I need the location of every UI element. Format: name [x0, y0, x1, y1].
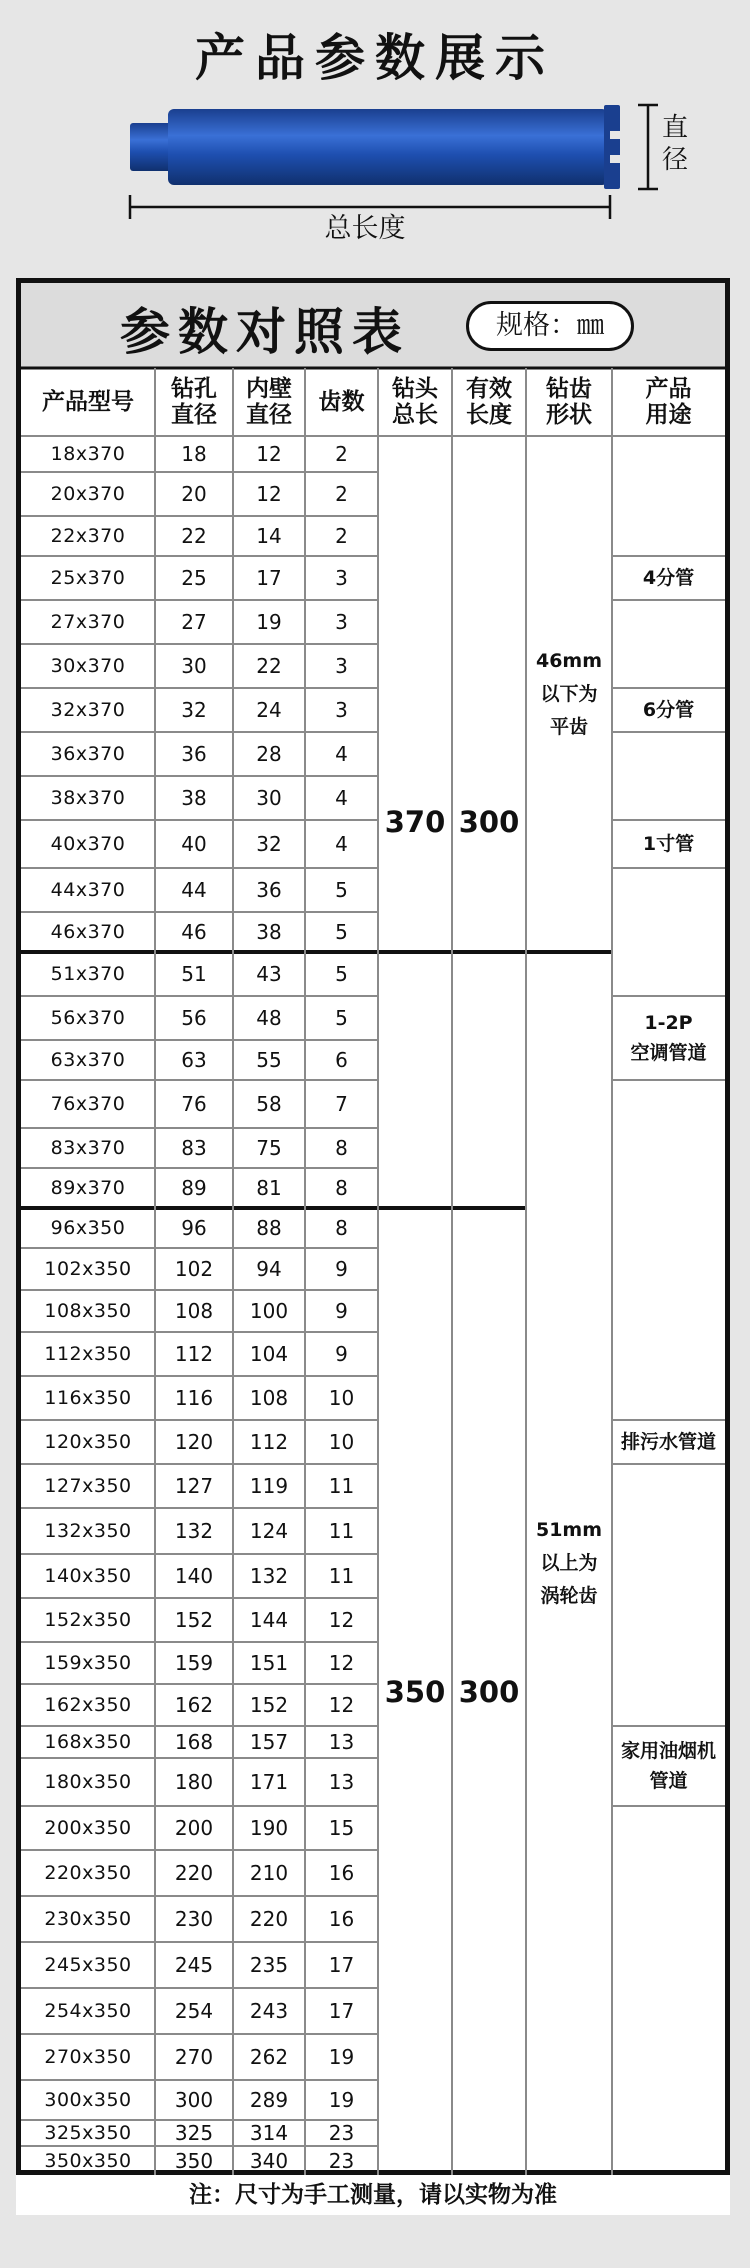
table-row-inner-diameter: 289 — [249, 2088, 289, 2112]
table-row-inner-diameter: 157 — [249, 1730, 289, 1754]
table-row-teeth: 9 — [335, 1299, 348, 1323]
usage-label: 1寸管 — [642, 833, 695, 855]
table-row-inner-diameter: 124 — [249, 1519, 289, 1543]
table-row-inner-diameter: 12 — [256, 482, 282, 506]
usage-label: 1-2P 空调管道 — [630, 1012, 707, 1064]
table-row-model: 270x350 — [44, 2046, 132, 2068]
table-row-inner-diameter: 81 — [256, 1176, 282, 1200]
table-row-hole-diameter: 30 — [181, 654, 207, 678]
table-row-inner-diameter: 22 — [256, 654, 282, 678]
table-row-hole-diameter: 325 — [174, 2121, 214, 2145]
table-row-teeth: 23 — [328, 2121, 355, 2145]
table-row-teeth: 16 — [328, 1907, 355, 1931]
table-row-hole-diameter: 108 — [174, 1299, 214, 1323]
table-row-model: 30x370 — [50, 655, 126, 677]
table-row-inner-diameter: 28 — [256, 742, 282, 766]
header-model: 产品型号 — [42, 389, 134, 415]
table-row-hole-diameter: 40 — [181, 832, 207, 856]
table-row-teeth: 2 — [335, 442, 348, 466]
table-row-teeth: 8 — [335, 1136, 348, 1160]
table-row-model: 38x370 — [50, 787, 126, 809]
table-row-teeth: 10 — [328, 1430, 355, 1454]
table-row-model: 18x370 — [50, 443, 126, 465]
table-row-teeth: 3 — [335, 654, 348, 678]
table-row-model: 40x370 — [50, 833, 126, 855]
table-row-inner-diameter: 30 — [256, 786, 282, 810]
table-row-inner-diameter: 55 — [256, 1048, 282, 1072]
table-row-inner-diameter: 190 — [249, 1816, 289, 1840]
table-row-model: 159x350 — [44, 1652, 132, 1674]
table-row-inner-diameter: 36 — [256, 878, 282, 902]
table-row-model: 89x370 — [50, 1177, 126, 1199]
dimension-length-label: 总长度 — [324, 213, 406, 244]
table-row-hole-diameter: 38 — [181, 786, 207, 810]
table-row-teeth: 3 — [335, 566, 348, 590]
header-usage: 产品 用途 — [645, 376, 692, 428]
table-row-inner-diameter: 152 — [249, 1693, 289, 1717]
table-row-hole-diameter: 89 — [181, 1176, 207, 1200]
dimension-diameter-label: 直径 — [662, 113, 689, 175]
table-row-inner-diameter: 12 — [256, 442, 282, 466]
table-row-teeth: 12 — [328, 1693, 355, 1717]
table-row-teeth: 11 — [328, 1519, 355, 1543]
table-row-model: 63x370 — [50, 1049, 126, 1071]
table-row-model: 162x350 — [44, 1694, 132, 1716]
table-row-inner-diameter: 171 — [249, 1770, 289, 1794]
table-row-inner-diameter: 220 — [249, 1907, 289, 1931]
table-row-teeth: 4 — [335, 832, 348, 856]
page-title: 产品参数展示 — [195, 29, 555, 87]
table-row-hole-diameter: 127 — [174, 1474, 214, 1498]
table-row-hole-diameter: 20 — [181, 482, 207, 506]
table-row-inner-diameter: 88 — [256, 1216, 282, 1240]
table-row-hole-diameter: 96 — [181, 1216, 207, 1240]
table-row-inner-diameter: 314 — [249, 2121, 289, 2145]
table-row-model: 254x350 — [44, 2000, 132, 2022]
table-row-teeth: 2 — [335, 482, 348, 506]
table-row-model: 102x350 — [44, 1258, 132, 1280]
group-effective-length: 300 — [458, 1674, 520, 1709]
table-row-model: 32x370 — [50, 699, 126, 721]
table-row-model: 36x370 — [50, 743, 126, 765]
table-row-teeth: 19 — [328, 2088, 355, 2112]
table-row-teeth: 2 — [335, 524, 348, 548]
table-row-model: 168x350 — [44, 1731, 132, 1753]
table-row-model: 112x350 — [44, 1343, 132, 1365]
table-row-model: 56x370 — [50, 1007, 126, 1029]
table-row-model: 20x370 — [50, 483, 126, 505]
table-row-model: 350x350 — [44, 2149, 132, 2172]
table-row-hole-diameter: 132 — [174, 1519, 214, 1543]
table-row-model: 325x350 — [44, 2122, 132, 2144]
table-row-model: 51x370 — [50, 963, 126, 985]
table-row-inner-diameter: 340 — [249, 2148, 289, 2173]
table-row-inner-diameter: 58 — [256, 1092, 282, 1116]
table-row-hole-diameter: 168 — [174, 1730, 214, 1754]
table-row-hole-diameter: 18 — [181, 442, 207, 466]
table-row-inner-diameter: 17 — [256, 566, 282, 590]
unit-badge: 规格：㎜ — [466, 301, 634, 351]
table-row-hole-diameter: 159 — [174, 1651, 214, 1675]
table-row-teeth: 5 — [335, 962, 348, 986]
table-row-hole-diameter: 180 — [174, 1770, 214, 1794]
table-row-model: 46x370 — [50, 921, 126, 943]
header-effective-length: 有效 长度 — [466, 376, 512, 428]
table-row-hole-diameter: 152 — [174, 1608, 214, 1632]
usage-label: 4分管 — [642, 567, 695, 589]
table-row-teeth: 5 — [335, 878, 348, 902]
table-row-hole-diameter: 46 — [181, 920, 207, 944]
table-row-model: 116x350 — [44, 1387, 132, 1409]
table-row-teeth: 7 — [335, 1092, 348, 1116]
table-row-teeth: 23 — [328, 2148, 355, 2173]
table-row-inner-diameter: 108 — [249, 1386, 289, 1410]
group-total-length: 370 — [384, 805, 446, 839]
table-row-model: 180x350 — [44, 1771, 132, 1793]
header-teeth: 齿数 — [318, 389, 365, 415]
table-row-inner-diameter: 32 — [256, 832, 282, 856]
table-row-hole-diameter: 102 — [174, 1257, 214, 1281]
table-row-hole-diameter: 140 — [174, 1564, 214, 1588]
diameter-dimension-line — [638, 105, 658, 189]
table-row-model: 22x370 — [50, 525, 126, 547]
table-row-hole-diameter: 76 — [181, 1092, 207, 1116]
table-row-inner-diameter: 75 — [256, 1136, 282, 1160]
table-row-inner-diameter: 119 — [249, 1474, 289, 1498]
table-row-hole-diameter: 350 — [174, 2148, 214, 2173]
table-row-inner-diameter: 151 — [249, 1651, 289, 1675]
table-row-model: 120x350 — [44, 1431, 132, 1453]
group-total-length: 350 — [384, 1674, 446, 1709]
header-total-length: 钻头 总长 — [392, 376, 438, 428]
table-row-teeth: 3 — [335, 610, 348, 634]
table-row-teeth: 6 — [335, 1048, 348, 1072]
table-row-hole-diameter: 254 — [174, 1999, 214, 2023]
usage-label: 家用油烟机 管道 — [620, 1740, 716, 1792]
table-row-model: 25x370 — [50, 567, 126, 589]
table-row-inner-diameter: 104 — [249, 1342, 289, 1366]
tooth-shape-note-turbo: 51mm 以上为 涡轮齿 — [535, 1519, 603, 1607]
table-row-teeth: 3 — [335, 698, 348, 722]
table-row-model: 140x350 — [44, 1565, 132, 1587]
table-row-model: 230x350 — [44, 1908, 132, 1930]
usage-label: 排污水管道 — [620, 1431, 716, 1453]
table-row-inner-diameter: 262 — [249, 2045, 289, 2069]
table-row-inner-diameter: 43 — [256, 962, 282, 986]
table-row-model: 200x350 — [44, 1817, 132, 1839]
table-row-inner-diameter: 100 — [249, 1299, 289, 1323]
table-row-hole-diameter: 63 — [181, 1048, 207, 1072]
table-row-teeth: 16 — [328, 1861, 355, 1885]
table-row-hole-diameter: 270 — [174, 2045, 214, 2069]
table-row-teeth: 15 — [328, 1816, 355, 1840]
table-row-model: 44x370 — [50, 879, 126, 901]
table-row-hole-diameter: 22 — [181, 524, 207, 548]
table-row-model: 245x350 — [44, 1954, 132, 1976]
usage-label: 6分管 — [642, 699, 695, 721]
table-row-teeth: 17 — [328, 1953, 355, 1977]
table-row-inner-diameter: 14 — [256, 524, 282, 548]
table-row-inner-diameter: 132 — [249, 1564, 289, 1588]
table-row-inner-diameter: 94 — [256, 1257, 282, 1281]
table-row-inner-diameter: 210 — [249, 1861, 289, 1885]
table-row-teeth: 9 — [335, 1342, 348, 1366]
table-row-model: 76x370 — [50, 1093, 126, 1115]
header-hole-diameter: 钻孔 直径 — [171, 376, 217, 428]
table-row-hole-diameter: 116 — [174, 1386, 214, 1410]
table-row-hole-diameter: 230 — [174, 1907, 214, 1931]
table-row-teeth: 19 — [328, 2045, 355, 2069]
table-row-teeth: 10 — [328, 1386, 355, 1410]
table-row-hole-diameter: 27 — [181, 610, 207, 634]
table-row-teeth: 5 — [335, 920, 348, 944]
table-row-hole-diameter: 56 — [181, 1006, 207, 1030]
header-tooth-shape: 钻齿 形状 — [546, 376, 592, 428]
table-row-teeth: 9 — [335, 1257, 348, 1281]
table-row-teeth: 4 — [335, 742, 348, 766]
table-row-model: 108x350 — [44, 1300, 132, 1322]
table-row-hole-diameter: 162 — [174, 1693, 214, 1717]
spec-table-title: 参数对照表 — [120, 303, 410, 361]
table-row-hole-diameter: 245 — [174, 1953, 214, 1977]
table-row-hole-diameter: 44 — [181, 878, 207, 902]
table-row-teeth: 4 — [335, 786, 348, 810]
table-row-teeth: 13 — [328, 1730, 355, 1754]
table-row-hole-diameter: 51 — [181, 962, 207, 986]
tooth-shape-note-flat: 46mm 以下为 平齿 — [535, 649, 603, 738]
table-row-hole-diameter: 200 — [174, 1816, 214, 1840]
table-row-inner-diameter: 235 — [249, 1953, 289, 1977]
table-row-inner-diameter: 243 — [249, 1999, 289, 2023]
table-row-model: 300x350 — [44, 2089, 132, 2111]
table-row-teeth: 13 — [328, 1770, 355, 1794]
table-row-model: 132x350 — [44, 1520, 132, 1542]
table-row-model: 127x350 — [44, 1475, 132, 1497]
table-row-teeth: 8 — [335, 1216, 348, 1240]
header-inner-diameter: 内壁 直径 — [246, 376, 292, 428]
table-row-inner-diameter: 19 — [256, 610, 282, 634]
table-row-teeth: 12 — [328, 1608, 355, 1632]
table-row-teeth: 17 — [328, 1999, 355, 2023]
table-row-inner-diameter: 112 — [249, 1430, 289, 1454]
table-row-teeth: 12 — [328, 1651, 355, 1675]
table-row-hole-diameter: 120 — [174, 1430, 214, 1454]
table-row-hole-diameter: 32 — [181, 698, 207, 722]
table-row-hole-diameter: 220 — [174, 1861, 214, 1885]
table-row-teeth: 5 — [335, 1006, 348, 1030]
table-row-teeth: 11 — [328, 1474, 355, 1498]
table-row-model: 96x350 — [50, 1217, 126, 1239]
table-row-hole-diameter: 83 — [181, 1136, 207, 1160]
table-row-hole-diameter: 112 — [174, 1342, 214, 1366]
table-row-hole-diameter: 300 — [174, 2088, 214, 2112]
table-row-inner-diameter: 48 — [256, 1006, 282, 1030]
table-row-teeth: 8 — [335, 1176, 348, 1200]
group-effective-length: 300 — [458, 805, 520, 839]
table-row-inner-diameter: 24 — [256, 698, 282, 722]
table-row-model: 27x370 — [50, 611, 126, 633]
bit-body — [130, 105, 620, 189]
table-row-inner-diameter: 144 — [249, 1608, 289, 1632]
table-row-teeth: 11 — [328, 1564, 355, 1588]
table-row-hole-diameter: 25 — [181, 566, 207, 590]
table-row-model: 152x350 — [44, 1609, 132, 1631]
table-row-model: 83x370 — [50, 1137, 126, 1159]
footer-note: 注：尺寸为手工测量，请以实物为准 — [16, 2175, 730, 2215]
table-row-inner-diameter: 38 — [256, 920, 282, 944]
table-row-model: 220x350 — [44, 1862, 132, 1884]
table-row-hole-diameter: 36 — [181, 742, 207, 766]
